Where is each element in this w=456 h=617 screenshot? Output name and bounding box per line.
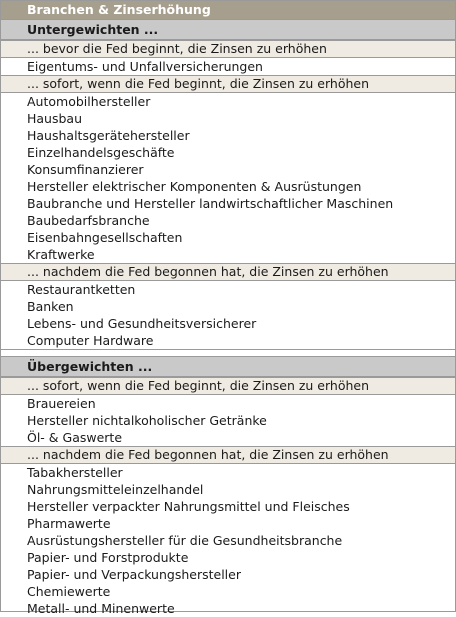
list-item: Eisenbahngesellschaften (27, 230, 183, 245)
list-item: Tabakhersteller (27, 465, 123, 480)
list-item: Papier- und Verpackungshersteller (27, 567, 241, 582)
list-item: Pharmawerte (27, 516, 111, 531)
list-item: Restaurantketten (27, 282, 136, 297)
list-item: Nahrungsmitteleinzelhandel (27, 482, 204, 497)
list-item: Banken (27, 299, 74, 314)
list-item: Haushaltsgerätehersteller (27, 128, 190, 143)
list-item: Eigentums- und Unfallversicherungen (27, 59, 263, 74)
group-heading-immediately: ... sofort, wenn die Fed beginnt, die Zinsen zu erhöhen (1, 377, 455, 395)
group-heading-after-fed: ... nachdem die Fed begonnen hat, die Zinsen zu erhöhen (1, 446, 455, 464)
group-heading-after-fed: ... nachdem die Fed begonnen hat, die Zinsen zu erhöhen (1, 263, 455, 281)
list-item: Metall- und Minenwerte (27, 601, 175, 616)
list-item: Automobilhersteller (27, 94, 151, 109)
list-item: Öl- & Gaswerte (27, 430, 123, 445)
list-item: Hersteller verpackter Nahrungsmittel und Fleisches (27, 499, 350, 514)
list-item: Baubranche und Hersteller landwirtschaftlicher Maschinen (27, 196, 394, 211)
list-item: Einzelhandelsgeschäfte (27, 145, 175, 160)
group-heading-immediately: ... sofort, wenn die Fed beginnt, die Zinsen zu erhöhen (1, 75, 455, 93)
group-heading-before-fed: ... bevor die Fed beginnt, die Zinsen zu erhöhen (1, 40, 455, 58)
list-item: Baubedarfsbranche (27, 213, 150, 228)
list-item: Hersteller elektrischer Komponenten & Ausrüstungen (27, 179, 362, 194)
list-item: Konsumfinanzierer (27, 162, 144, 177)
list-item: Brauereien (27, 396, 96, 411)
list-item: Ausrüstungshersteller für die Gesundheitsbranche (27, 533, 343, 548)
list-item: Computer Hardware (27, 333, 154, 348)
list-item: Lebens- und Gesundheitsversicherer (27, 316, 257, 331)
list-item: Hersteller nichtalkoholischer Getränke (27, 413, 267, 428)
section-heading-underweight: Untergewichten ... (1, 19, 455, 40)
list-item: Hausbau (27, 111, 83, 126)
section-divider (1, 349, 455, 356)
list-item: Kraftwerke (27, 247, 95, 262)
list-item: Chemiewerte (27, 584, 111, 599)
list-item: Papier- und Forstprodukte (27, 550, 189, 565)
section-heading-overweight: Übergewichten ... (1, 356, 455, 377)
table-title: Branchen & Zinserhöhung (1, 1, 455, 19)
